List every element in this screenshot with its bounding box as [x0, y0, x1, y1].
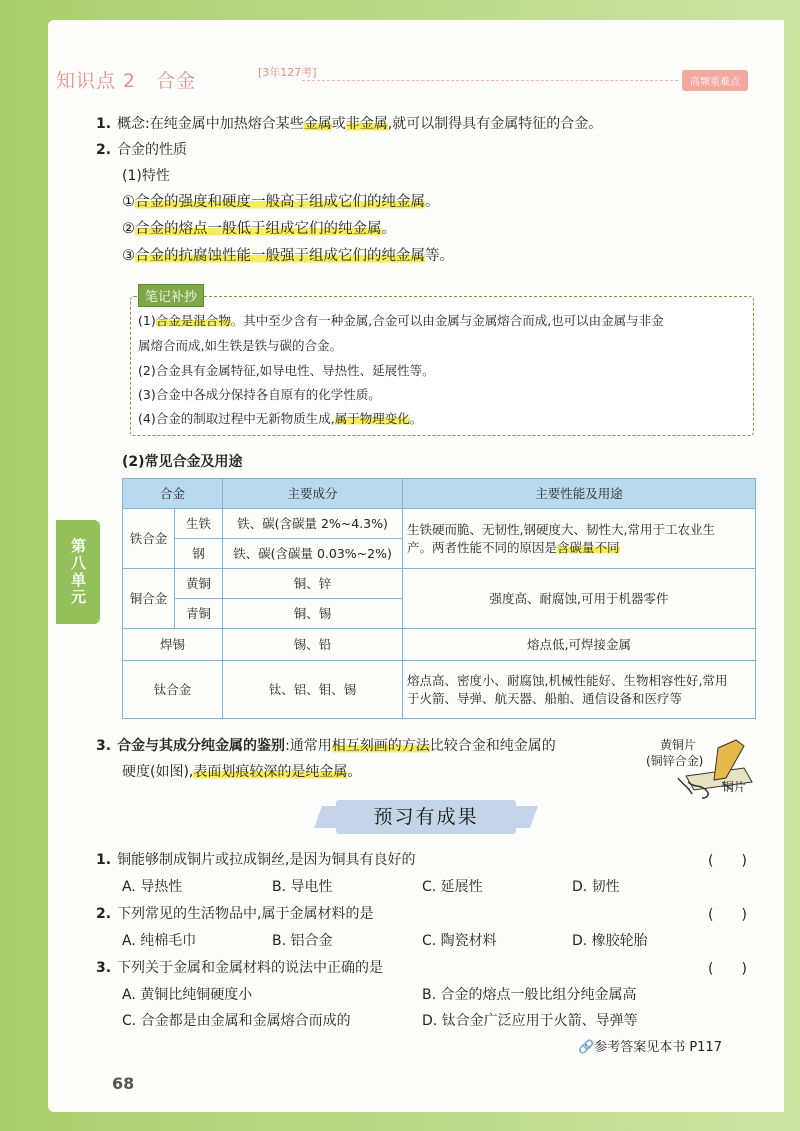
figure-label-copper: 铜片 [722, 780, 747, 794]
identify-line-2 [122, 762, 361, 782]
alloy-group: 铜合金 [123, 569, 175, 629]
composition: 铁、碳(含碳量 0.03%~2%) [223, 539, 403, 569]
answer-reference [578, 1036, 722, 1055]
usage: 熔点低,可焊接金属 [403, 629, 756, 661]
usage-line [407, 539, 751, 557]
concept-line [96, 114, 602, 134]
usage-line: 熔点高、密度小、耐腐蚀,机械性能好、生物相容性好,常用 [407, 672, 728, 688]
item-number: 3. [96, 738, 112, 754]
option-d[interactable]: D. 韧性 [572, 879, 620, 895]
header-cell: 主要成分 [223, 479, 403, 509]
usage-line: 生铁硬而脆、无韧性,钢硬度大、韧性大,常用于工农业生 [407, 521, 715, 537]
composition: 铜、锌 [223, 569, 403, 599]
unit-side-tab: 第八单元 [56, 520, 100, 624]
alloy-name: 青铜 [175, 599, 223, 629]
question-3 [96, 958, 383, 978]
alloy-name: 黄铜 [175, 569, 223, 599]
link-icon: 🔗 [578, 1040, 595, 1055]
text: (4)合金的制取过程中无新物质生成, [138, 411, 335, 426]
section-banner: 预习有成果 [336, 800, 516, 834]
scratch-test-figure [648, 738, 758, 800]
note-line-2: 属熔合而成,如生铁是铁与碳的合金。 [138, 338, 342, 353]
trait-1 [122, 192, 440, 212]
text: (1) [138, 313, 156, 328]
composition: 铜、锡 [223, 599, 403, 629]
note-tag: 笔记补抄 [138, 284, 204, 307]
answer-reference-text: 参考答案见本书 P117 [594, 1040, 722, 1055]
usage-line: 于火箭、导弹、航天器、船舶、通信设备和医疗等 [407, 690, 683, 706]
question-number: 1. [96, 852, 112, 868]
option-c[interactable]: C. 陶瓷材料 [422, 933, 497, 949]
question-number: 3. [96, 960, 112, 976]
figure-label-alloy: (铜锌合金) [646, 754, 704, 768]
option-b[interactable]: B. 铝合金 [272, 933, 333, 949]
option-d[interactable]: D. 钛合金广泛应用于火箭、导弹等 [422, 1013, 638, 1029]
usage [403, 661, 756, 719]
option-d[interactable]: D. 橡胶轮胎 [572, 933, 648, 949]
text: ③ [122, 248, 135, 264]
answer-blank[interactable]: ( ) [708, 853, 747, 869]
highlight: 属于物理变化 [334, 411, 410, 426]
option-a[interactable]: A. 纯棉毛巾 [122, 933, 197, 949]
alloy-name: 钢 [175, 539, 223, 569]
note-line-4: (3)合金中各成分保持各自原有的化学性质。 [138, 387, 381, 402]
subheading-traits: (1)特性 [122, 168, 170, 184]
text: 。 [347, 764, 362, 780]
composition: 钛、铝、钼、锡 [223, 661, 403, 719]
question-number: 2. [96, 906, 112, 922]
alloy-table [122, 478, 756, 719]
option-c[interactable]: C. 合金都是由金属和金属熔合而成的 [122, 1013, 351, 1029]
table-title: (2)常见合金及用途 [122, 454, 243, 470]
bold-text: 合金与其成分纯金属的鉴别 [117, 738, 286, 754]
alloy-name: 焊锡 [123, 629, 223, 661]
text: 。其中至少含有一种金属,合金可以由金属与金属熔合而成,也可以由金属与非金 [230, 313, 664, 328]
question-stem: 下列关于金属和金属材料的说法中正确的是 [117, 960, 384, 976]
section-header [56, 66, 748, 94]
text: 产。两者性能不同的原因是 [407, 539, 558, 555]
highlight: 相互刻画的方法 [331, 738, 430, 754]
question-stem: 下列常见的生活物品中,属于金属材料的是 [117, 906, 374, 922]
trait-3 [122, 246, 454, 266]
highlight: 合金的抗腐蚀性能一般强于组成它们的纯金属 [135, 248, 425, 264]
highlight: 表面划痕较深的是纯金属 [193, 764, 348, 780]
highlight: 含碳量不同 [557, 539, 620, 555]
usage: 强度高、耐腐蚀,可用于机器零件 [403, 569, 756, 629]
question-1 [96, 850, 416, 870]
composition: 锡、铅 [223, 629, 403, 661]
topic-badge: 高频重难点 [682, 70, 748, 91]
option-a[interactable]: A. 黄铜比纯铜硬度小 [122, 987, 253, 1003]
option-b[interactable]: B. 导电性 [272, 879, 333, 895]
option-b[interactable]: B. 合金的熔点一般比组分纯金属高 [422, 987, 637, 1003]
highlight: 合金的强度和硬度一般高于组成它们的纯金属 [135, 194, 425, 210]
highlight: 非金属 [345, 116, 388, 132]
alloy-group: 铁合金 [123, 509, 175, 569]
header-rule [302, 80, 678, 81]
table-row [123, 661, 756, 719]
properties-title [96, 140, 187, 160]
option-a[interactable]: A. 导热性 [122, 879, 183, 895]
text: 合金的性质 [117, 142, 188, 158]
question-stem: 铜能够制成铜片或拉成铜丝,是因为铜具有良好的 [117, 852, 416, 868]
table-row [123, 629, 756, 661]
item-number: 2. [96, 142, 112, 158]
question-2 [96, 904, 374, 924]
text: 硬度(如图), [122, 764, 194, 780]
text: ,就可以制得具有金属特征的合金。 [387, 116, 603, 132]
text: 概念:在纯金属中加热熔合某些 [117, 116, 304, 132]
highlight: 合金是混合物 [155, 313, 231, 328]
answer-blank[interactable]: ( ) [708, 907, 747, 923]
note-line-5 [138, 410, 422, 428]
highlight: 合金的熔点一般低于组成它们的纯金属 [135, 221, 382, 237]
header-cell: 合金 [123, 479, 223, 509]
header-cell: 主要性能及用途 [403, 479, 756, 509]
item-number: 1. [96, 116, 112, 132]
identify-line-1 [96, 736, 556, 756]
alloy-name: 生铁 [175, 509, 223, 539]
text: 比较合金和纯金属的 [429, 738, 556, 754]
text: 。 [409, 411, 423, 426]
text: 或 [331, 116, 346, 132]
highlight: 金属 [303, 116, 332, 132]
text: 。 [381, 221, 396, 237]
exam-frequency: [3年127考] [258, 66, 317, 79]
table-row [123, 569, 756, 599]
table-row [123, 509, 756, 539]
page-number: 68 [112, 1074, 135, 1093]
section-title: 知识点 2 合金 [56, 70, 197, 92]
table-header-row [123, 479, 756, 509]
option-c[interactable]: C. 延展性 [422, 879, 483, 895]
text: ① [122, 194, 135, 210]
composition: 铁、碳(含碳量 2%~4.3%) [223, 509, 403, 539]
text: :通常用 [285, 738, 332, 754]
alloy-name: 钛合金 [123, 661, 223, 719]
trait-2 [122, 219, 396, 239]
text: 。 [425, 194, 440, 210]
usage [403, 509, 756, 569]
answer-blank[interactable]: ( ) [708, 961, 747, 977]
note-line-3: (2)合金具有金属特征,如导电性、导热性、延展性等。 [138, 363, 435, 378]
text: 等。 [425, 248, 454, 264]
figure-label-brass: 黄铜片 [660, 738, 697, 752]
text: ② [122, 221, 135, 237]
note-line-1 [138, 312, 664, 330]
